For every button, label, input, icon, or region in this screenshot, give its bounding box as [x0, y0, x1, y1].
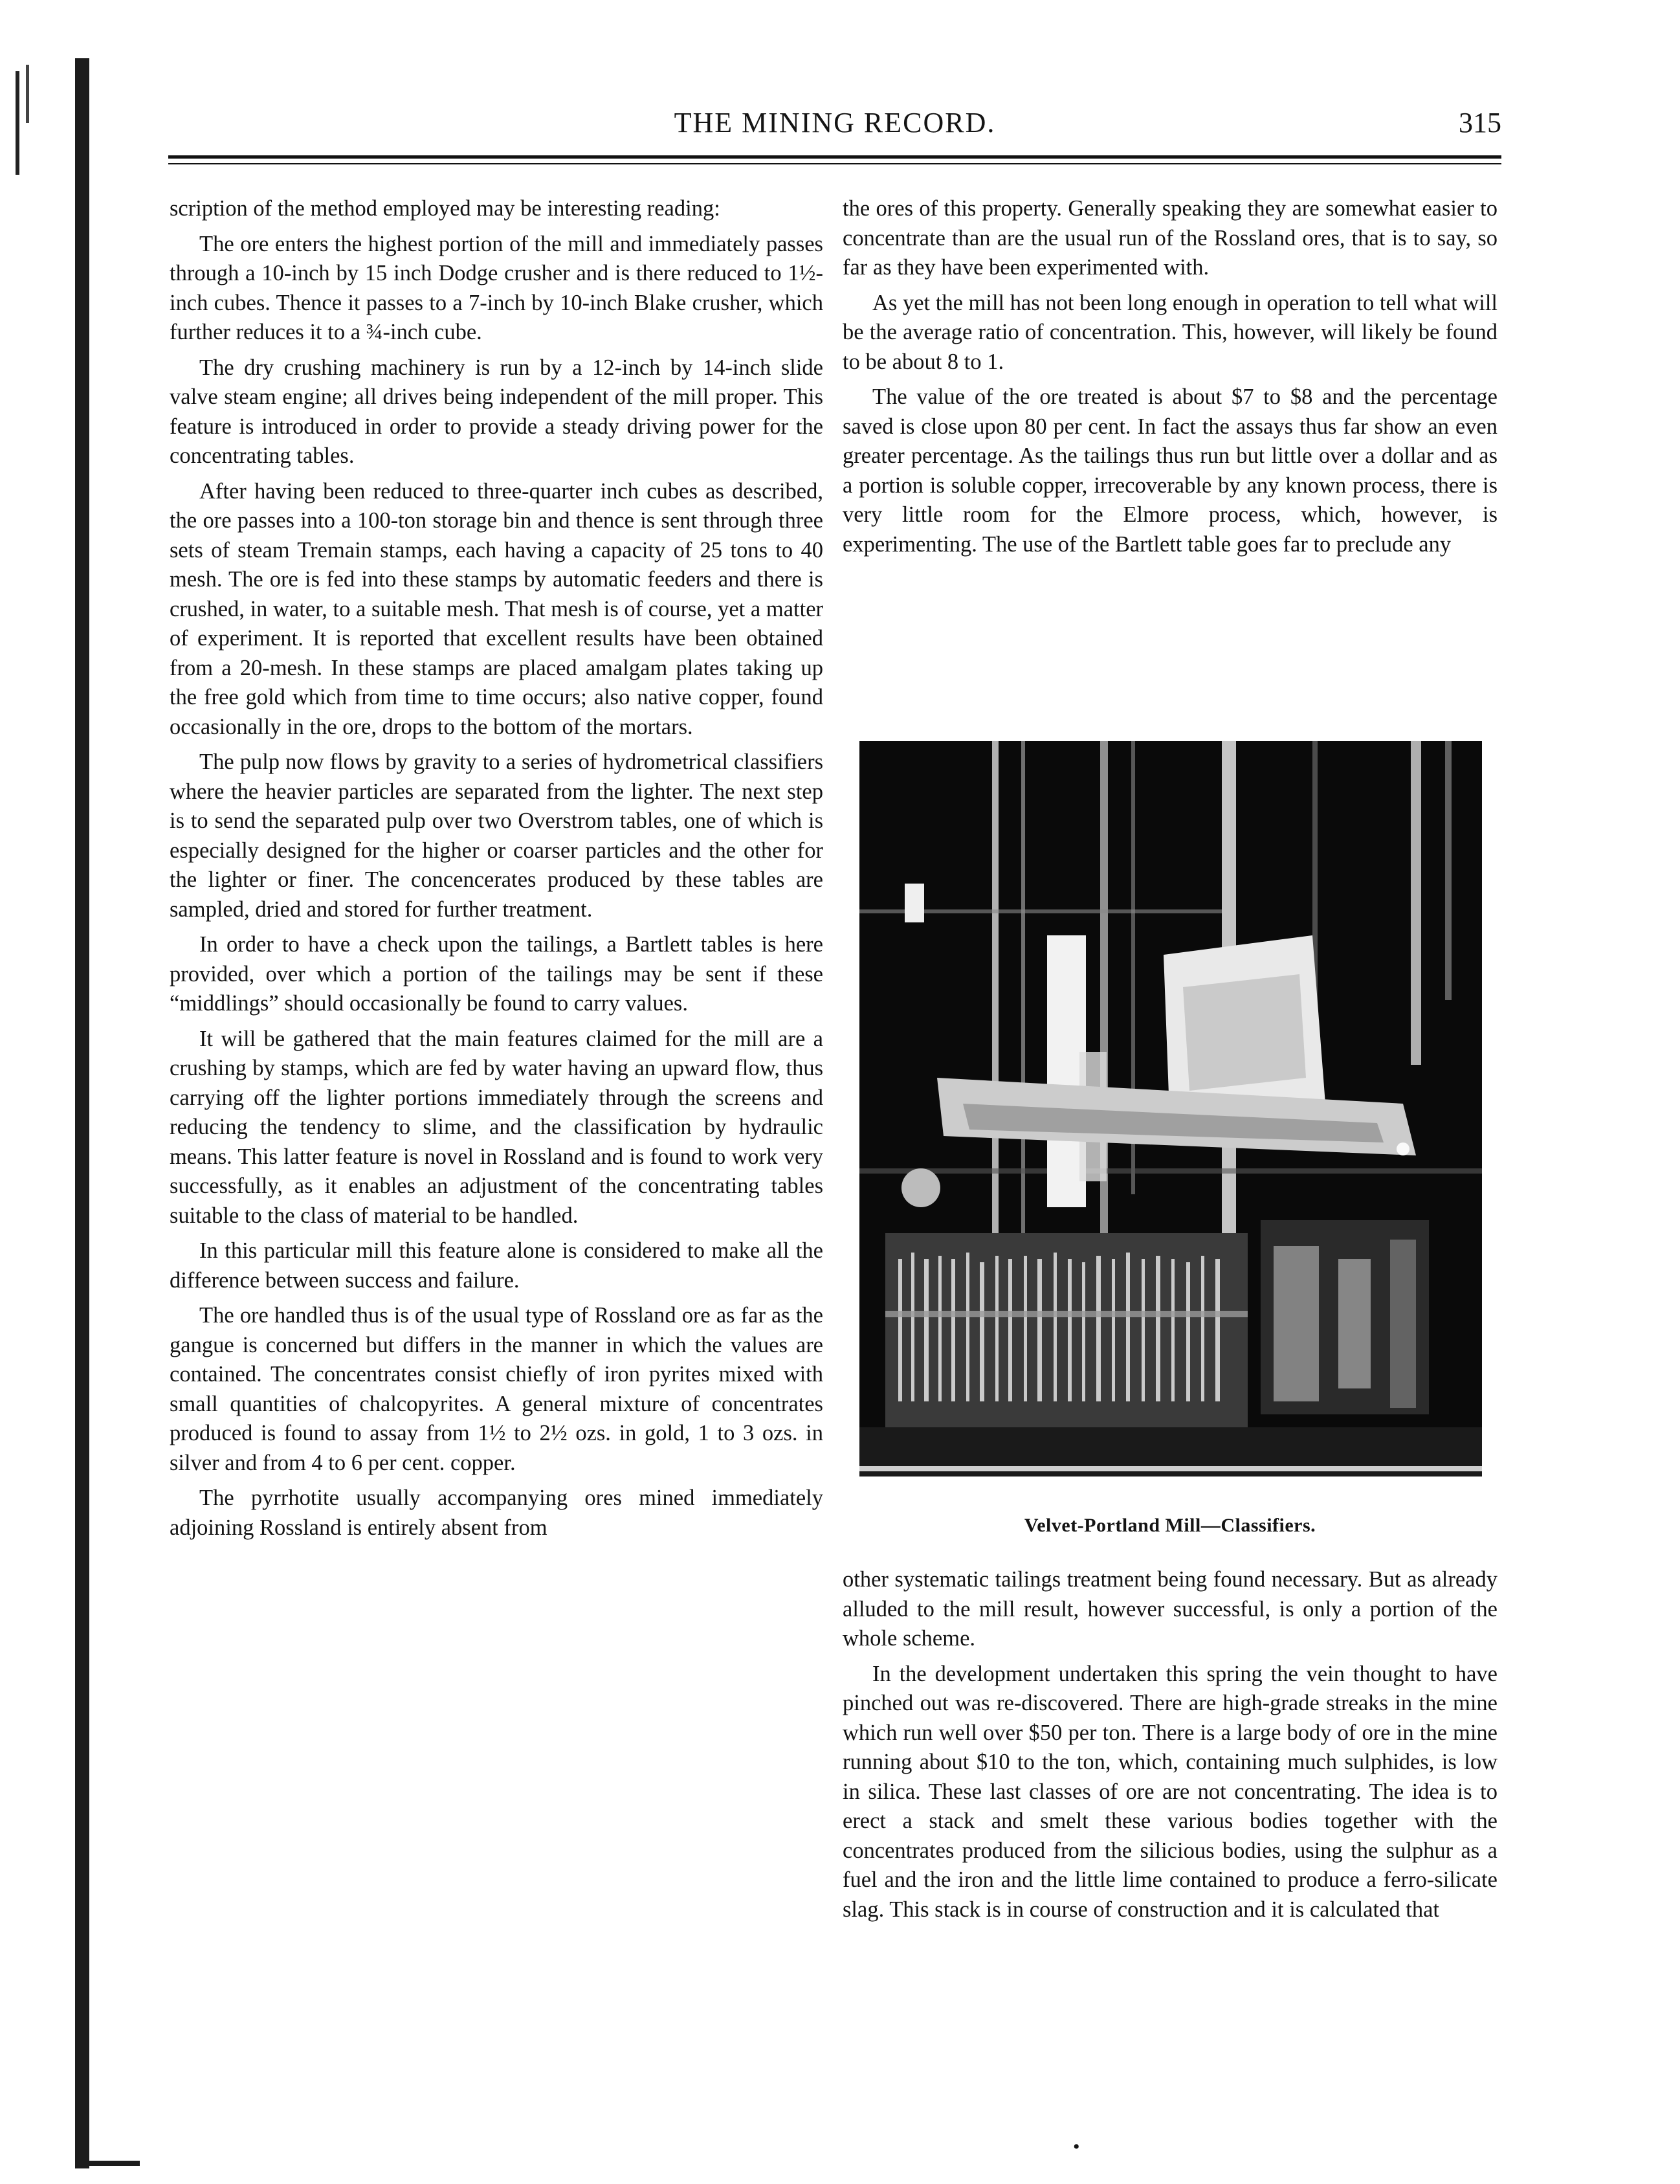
header-rule — [168, 163, 1501, 164]
paragraph: It will be gathered that the main features claimed for the mill are a crushing by stamps, which are fed by water having an upward flow, thus carrying off the lighter portions immediately through the screens and reducing the tendency to slime, and the classification by hydraulic means. This latter feature is novel in Rossland and is found to work very successfully, as it enables an adjustment of the concentrating tables suitable to the class of material to be handled. — [170, 1026, 823, 1228]
paragraph: the ores of this property. Generally speaking they are somewhat easier to concentrate than are the usual run of the Rossland ores, that is to say, so far as they have been experimented with. — [843, 196, 1498, 280]
classifiers-photo-image — [859, 741, 1482, 1476]
paragraph: scription of the method employed may be interesting reading: — [170, 196, 720, 221]
left-column — [170, 194, 823, 1548]
paragraph: The pulp now flows by gravity to a series of hydrometrical classifiers where the heavier particles are separated from the lighter. The next step is to send the separated pulp over two Overstrom tables, one of which is especially designed for the higher or coarser particles and the other for the lighter or finer. The concencerates produced by these tables are sampled, dried and stored for further treatment. — [170, 750, 823, 922]
right-column-upper — [843, 194, 1498, 565]
running-head — [168, 104, 1501, 149]
right-column-lower — [843, 1565, 1498, 1930]
paragraph: In order to have a check upon the tailings, a Bartlett tables is here provided, over which a portion of the tailings may be sent if these “middlings” should occasionally be found to carry values. — [170, 932, 823, 1016]
binding-shadow — [75, 58, 89, 2168]
binding-shadow — [75, 2161, 140, 2166]
paragraph: The dry crushing machinery is run by a 12-inch by 14-inch slide valve steam engine; all drives being independent of the mill proper. This feature is introduced in order to provide a steady driving power for the concentrating tables. — [170, 355, 823, 468]
binding-mark — [26, 65, 29, 123]
journal-title: THE MINING RECORD. — [674, 107, 996, 139]
paragraph: The pyrrhotite usually accompanying ores mined immediately adjoining Rossland is entirely absent from — [170, 1486, 823, 1540]
paragraph: As yet the mill has not been long enough in operation to tell what will be the average ratio of concentration. This, however, will likely be found to be about 8 to 1. — [843, 290, 1498, 374]
paragraph: other systematic tailings treatment being found necessary. But as already alluded to the mill result, however successful, is only a portion of the whole scheme. — [843, 1567, 1498, 1651]
paragraph: The ore handled thus is of the usual type of Rossland ore as far as the gangue is concerned but differs in the manner in which the values are contained. The concentrates consist chiefly of iron pyrites mixed with small quantities of chalcopyrites. A general mixture of concentrates produced is found to assay from 1½ to 2½ ozs. in gold, 1 to 3 ozs. in silver and from 4 to 6 per cent. copper. — [170, 1303, 823, 1475]
printer-mark: • — [1073, 2136, 1080, 2157]
header-rule — [168, 155, 1501, 159]
figure-caption: Velvet-Portland Mill—Classifiers. — [1024, 1515, 1316, 1536]
paragraph: After having been reduced to three-quarter inch cubes as described, the ore passes into a 100-ton storage bin and thence is sent through three sets of steam Tremain stamps, each having a capacity of 25 tons to 40 mesh. The ore is fed into these stamps by automatic feeders and there is crushed, in water, to a suitable mesh. That mesh is of course, yet a matter of experiment. It is reported that excellent results have been obtained from a 20-mesh. In these stamps are placed amalgam plates taking up the free gold which from time to time occurs; also native copper, found occasionally in the ore, drops to the bottom of the mortars. — [170, 478, 823, 739]
page-number: 315 — [1459, 107, 1501, 139]
paragraph: In this particular mill this feature alone is considered to make all the difference between success and failure. — [170, 1238, 823, 1293]
mill-photograph — [859, 741, 1482, 1476]
paragraph: The value of the ore treated is about $7 to $8 and the percentage saved is close upon 80 per cent. In fact the assays thus far show an even greater percentage. As the tailings thus run but little over a dollar and as a portion is soluble copper, irrecoverable by any known process, there is very little room for the Elmore process, which, however, is experimenting. The use of the Bartlett table goes far to preclude any — [843, 384, 1498, 557]
paragraph: In the development undertaken this spring the vein thought to have pinched out was re-discovered. There are high-grade streaks in the mine which run well over $50 per ton. There is a large body of ore in the mine running about $10 to the ton, which, containing much sulphides, is low in silica. These last classes of ore are not concentrating. The idea is to erect a stack and smelt these various bodies together with the concentrates produced from the silicious bodies, using the sulphur as a fuel and the iron and the little lime contained to produce a ferro-silicate slag. This stack is in course of construction and it is calculated that — [843, 1661, 1498, 1922]
binding-mark — [16, 71, 19, 175]
paragraph: The ore enters the highest portion of the mill and immediately passes through a 10-inch by 15 inch Dodge crusher and is there reduced to 1½-inch cubes. Thence it passes to a 7-inch by 10-inch Blake crusher, which further reduces it to a ¾-inch cube. — [170, 231, 823, 344]
binding-edge — [0, 0, 97, 2184]
